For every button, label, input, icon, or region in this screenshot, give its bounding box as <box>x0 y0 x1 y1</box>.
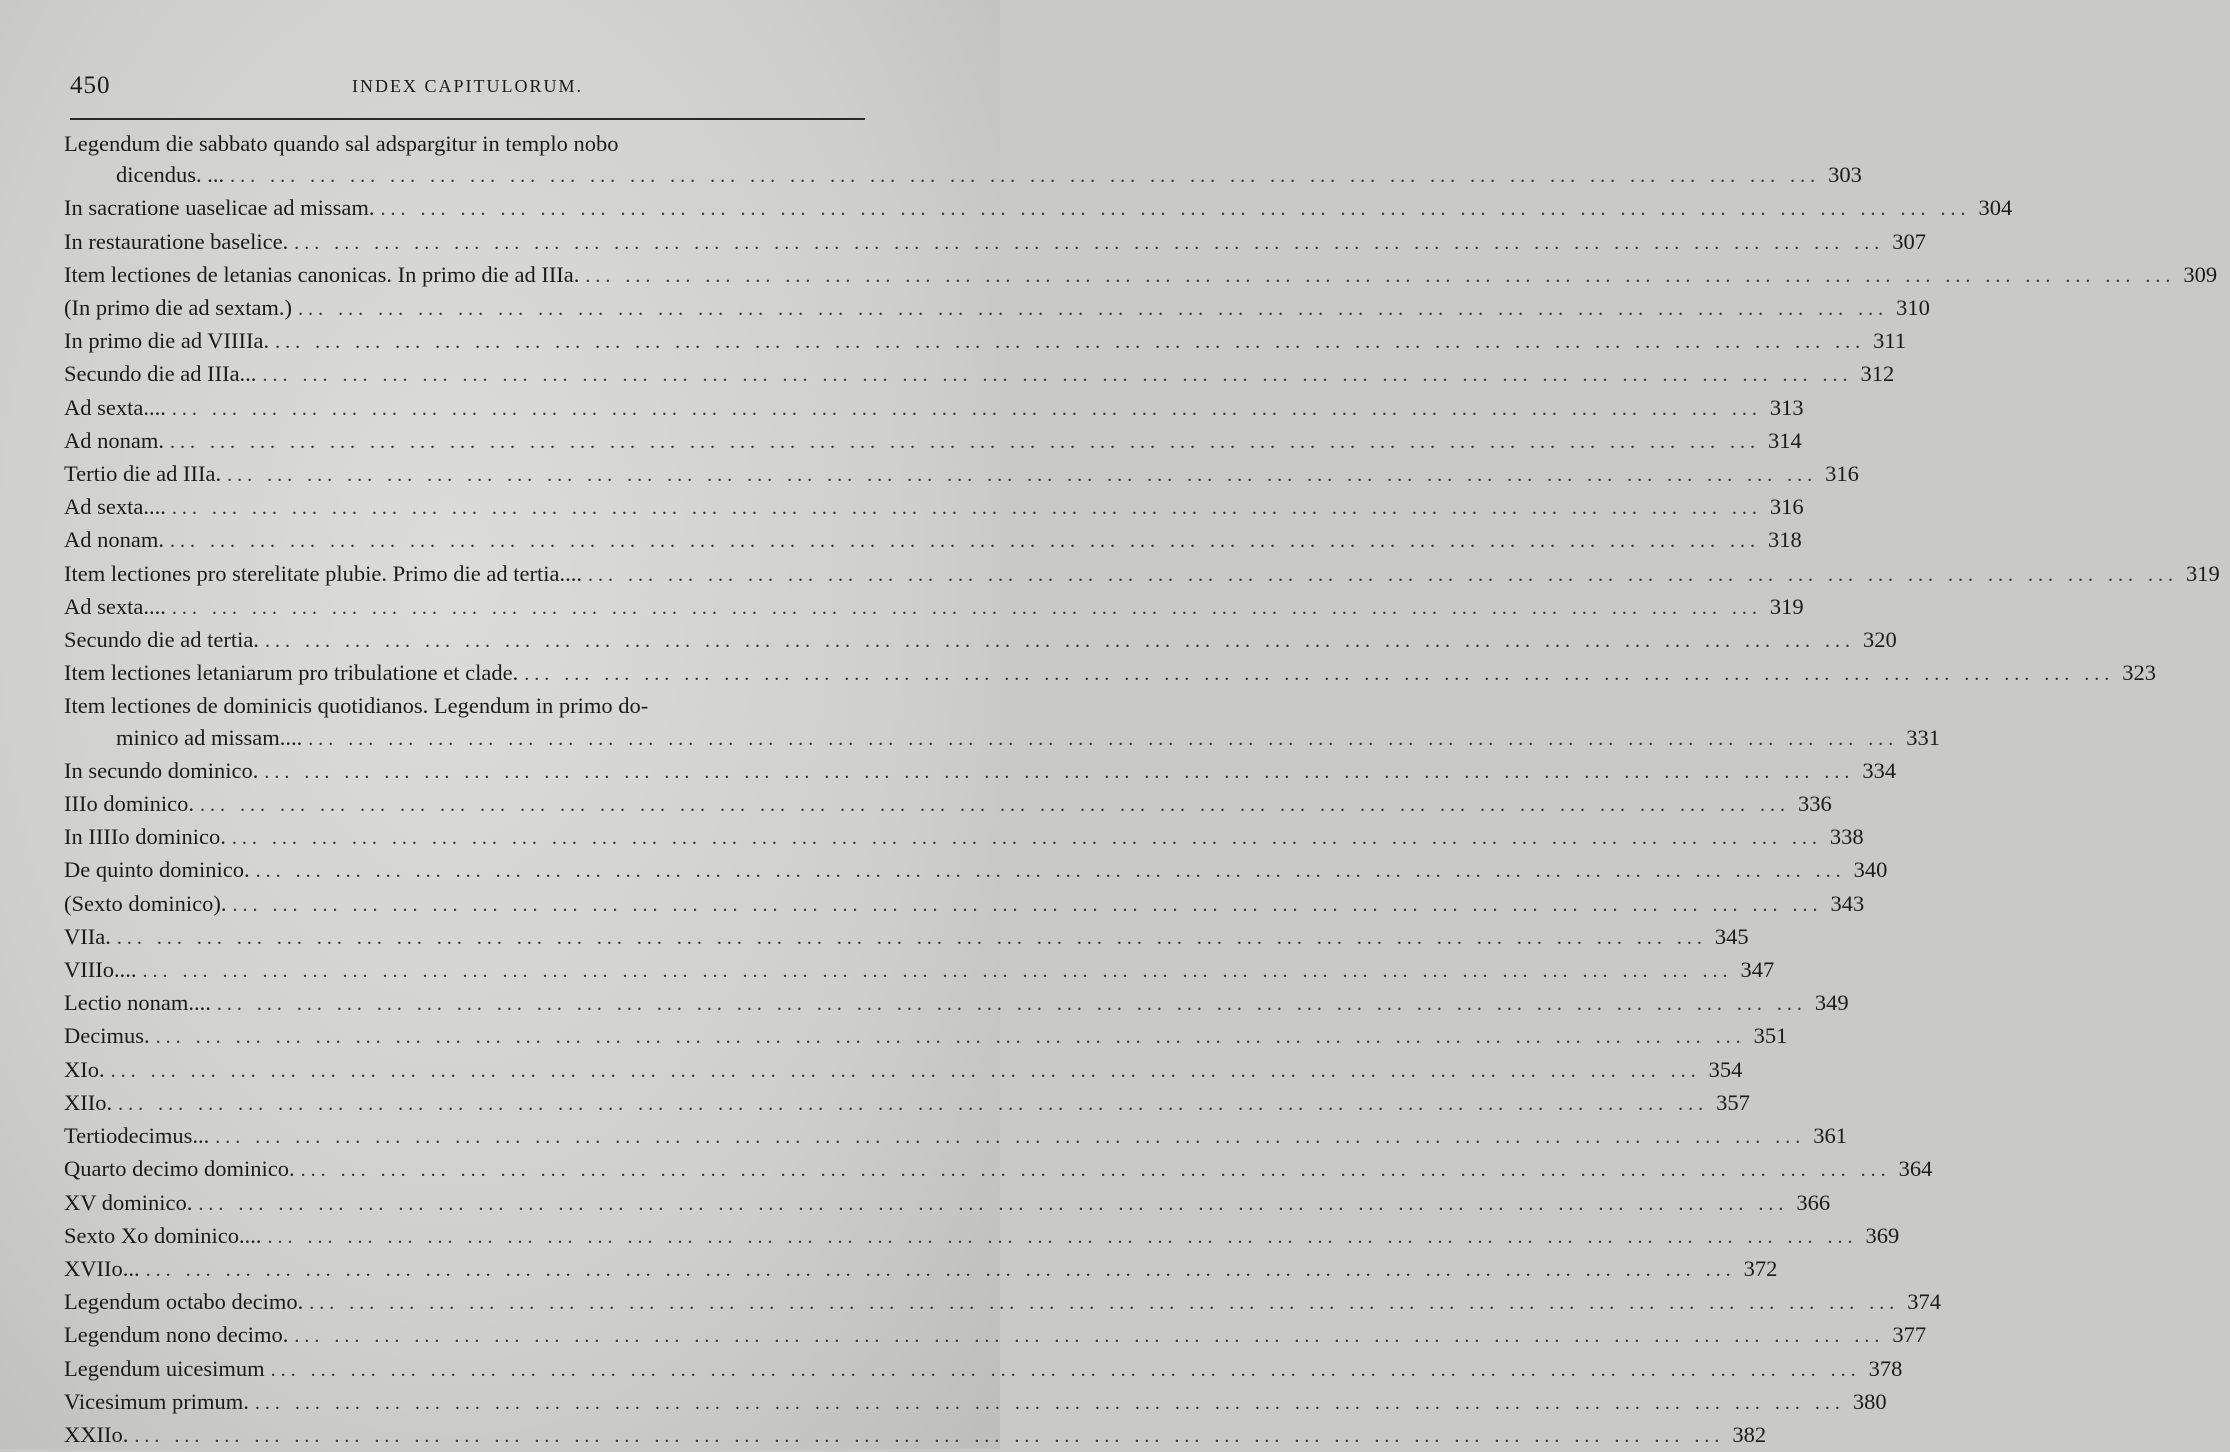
index-entry <box>64 624 1897 657</box>
page-reference: 377 <box>1892 1322 1927 1348</box>
index-entry <box>64 292 1930 325</box>
page-reference: 369 <box>1865 1222 1900 1248</box>
index-entry <box>64 1286 1942 1319</box>
page-reference: 374 <box>1907 1289 1942 1315</box>
page-reference: 307 <box>1892 228 1927 254</box>
page-reference: 320 <box>1862 627 1897 653</box>
entry-title: Ad sexta.... <box>64 494 166 520</box>
dot-leader: ... ... ... ... ... ... ... ... ... ... ... ... ... ... ... ... ... ... ... ... ... ... ... ... ... ... ... ... ... ... ... ... ... ... ... ... ... ... ... ... <box>232 893 1823 916</box>
entry-title: Tertiodecimus... <box>64 1123 210 1149</box>
index-entry <box>64 987 1849 1020</box>
index-entry <box>64 392 1804 425</box>
page-reference: 354 <box>1708 1056 1743 1082</box>
entry-title: Ad sexta.... <box>64 593 166 619</box>
entry-title: In secundo dominico. <box>64 757 259 783</box>
page-reference: 314 <box>1768 427 1802 453</box>
dot-leader: ... ... ... ... ... ... ... ... ... ... ... ... ... ... ... ... ... ... ... ... ... ... ... ... ... ... ... ... ... ... ... ... ... ... ... ... ... ... ... ... <box>134 1424 1725 1447</box>
index-entry <box>64 1087 1750 1120</box>
entry-title: Item lectiones letaniarum pro tribulatione et clade. <box>64 660 519 686</box>
dot-leader: ... ... ... ... ... ... ... ... ... ... ... ... ... ... ... ... ... ... ... ... ... ... ... ... ... ... ... ... ... ... ... ... ... ... ... ... ... ... ... ... <box>255 860 1846 883</box>
page-reference: 343 <box>1830 890 1865 916</box>
entry-title: XV dominico. <box>64 1189 193 1215</box>
page-header <box>70 72 865 112</box>
dot-leader: ... ... ... ... ... ... ... ... ... ... ... ... ... ... ... ... ... ... ... ... ... ... ... ... ... ... ... ... ... ... ... ... ... ... ... ... ... ... ... ... <box>170 530 1760 553</box>
page-reference: 338 <box>1829 824 1864 850</box>
page-number: 450 <box>70 72 111 99</box>
dot-leader: ... ... ... ... ... ... ... ... ... ... ... ... ... ... ... ... ... ... ... ... ... ... ... ... ... ... ... ... ... ... ... ... ... ... ... ... ... ... ... ... <box>199 794 1790 817</box>
entry-title: Secundo die ad tertia. <box>64 627 259 653</box>
entry-title: Tertio die ad IIIa. <box>64 461 222 487</box>
dot-leader: ... ... ... ... ... ... ... ... ... ... ... ... ... ... ... ... ... ... ... ... ... ... ... ... ... ... ... ... ... ... ... ... ... ... ... ... ... ... ... ... <box>170 430 1760 453</box>
dot-leader: ... ... ... ... ... ... ... ... ... ... ... ... ... ... ... ... ... ... ... ... ... ... ... ... ... ... ... ... ... ... ... ... ... ... ... ... ... ... ... ... <box>524 663 2115 686</box>
page-reference: 361 <box>1813 1123 1848 1149</box>
running-title: INDEX CAPITULORUM. <box>352 76 583 96</box>
dot-leader: ... ... ... ... ... ... ... ... ... ... ... ... ... ... ... ... ... ... ... ... ... ... ... ... ... ... ... ... ... ... ... ... ... ... ... ... ... ... ... ... <box>585 264 2176 287</box>
index-entry <box>64 1054 1743 1087</box>
entry-title: VIIa. <box>64 923 111 949</box>
index-entry <box>64 888 1865 921</box>
entry-title: In sacratione uaselicae ad missam. <box>64 195 375 221</box>
dot-leader: ... ... ... ... ... ... ... ... ... ... ... ... ... ... ... ... ... ... ... ... ... ... ... ... ... ... ... ... ... ... ... ... ... ... ... ... ... ... ... ... <box>216 993 1807 1016</box>
index-entry <box>64 524 1802 557</box>
entry-title: In primo die ad VIIIIa. <box>64 328 270 354</box>
index-entry <box>64 458 1859 491</box>
entry-title: Legendum die sabbato quando sal adspargitur in templo nobo <box>64 131 619 156</box>
entry-title: XXIIo. <box>64 1421 129 1447</box>
page-reference: 303 <box>1828 162 1862 188</box>
dot-leader: ... ... ... ... ... ... ... ... ... ... ... ... ... ... ... ... ... ... ... ... ... ... ... ... ... ... ... ... ... ... ... ... ... ... ... ... ... ... ... ... <box>300 1159 1891 1182</box>
dot-leader: ... ... ... ... ... ... ... ... ... ... ... ... ... ... ... ... ... ... ... ... ... ... ... ... ... ... ... ... ... ... ... ... ... ... ... ... ... ... ... ... <box>116 926 1707 949</box>
index-entry <box>64 325 1907 358</box>
index-entry <box>64 690 1940 754</box>
entry-title-continuation: dicendus. ... <box>116 162 225 188</box>
index-entry <box>64 1187 1831 1220</box>
entry-title: Lectio nonam.... <box>64 990 211 1016</box>
entry-title: XIo. <box>64 1056 105 1082</box>
index-entry <box>64 1120 1848 1153</box>
index-entry <box>64 954 1775 987</box>
index-entry <box>64 1419 1767 1452</box>
dot-leader: ... ... ... ... ... ... ... ... ... ... ... ... ... ... ... ... ... ... ... ... ... ... ... ... ... ... ... ... ... ... ... ... ... ... ... ... ... ... ... ... <box>264 760 1855 783</box>
index-entry <box>64 821 1864 854</box>
entry-title: Ad sexta.... <box>64 394 166 420</box>
index-entry <box>64 921 1749 954</box>
entry-title: In restauratione baselice. <box>64 228 289 254</box>
page-reference: 364 <box>1898 1156 1933 1182</box>
entry-title: (Sexto dominico). <box>64 890 227 916</box>
dot-leader: ... ... ... ... ... ... ... ... ... ... ... ... ... ... ... ... ... ... ... ... ... ... ... ... ... ... ... ... ... ... ... ... ... ... ... ... ... ... ... ... <box>142 960 1733 983</box>
dot-leader: ... ... ... ... ... ... ... ... ... ... ... ... ... ... ... ... ... ... ... ... ... ... ... ... ... ... ... ... ... ... ... ... ... ... ... ... ... ... ... ... <box>298 298 1889 321</box>
index-entry <box>64 128 1862 192</box>
entry-title: Legendum octabo decimo. <box>64 1289 304 1315</box>
dot-leader: ... ... ... ... ... ... ... ... ... ... ... ... ... ... ... ... ... ... ... ... ... ... ... ... ... ... ... ... ... ... ... ... ... ... ... ... ... ... ... ... <box>230 165 1821 188</box>
header-rule <box>70 118 865 120</box>
dot-leader: ... ... ... ... ... ... ... ... ... ... ... ... ... ... ... ... ... ... ... ... ... ... ... ... ... ... ... ... ... ... ... ... ... ... ... ... ... ... ... ... <box>198 1192 1789 1215</box>
page-reference: 336 <box>1797 791 1832 817</box>
index-entry <box>64 788 1832 821</box>
page-reference: 347 <box>1740 957 1775 983</box>
dot-leader: ... ... ... ... ... ... ... ... ... ... ... ... ... ... ... ... ... ... ... ... ... ... ... ... ... ... ... ... ... ... ... ... ... ... ... ... ... ... ... ... <box>171 397 1762 420</box>
index-entry <box>64 192 2013 225</box>
entry-title: Item lectiones de dominicis quotidianos. Legendum in primo do- <box>64 693 649 719</box>
page-reference: 340 <box>1853 857 1888 883</box>
entry-title: XVIIo... <box>64 1255 140 1281</box>
index-entry <box>64 854 1888 887</box>
index-entry <box>64 1020 1788 1053</box>
entry-title: (In primo die ad sextam.) <box>64 295 293 321</box>
page-reference: 316 <box>1769 494 1804 520</box>
page-reference: 304 <box>1978 195 2013 221</box>
page-reference: 310 <box>1896 295 1930 321</box>
entry-title-continuation: minico ad missam.... <box>116 724 303 750</box>
dot-leader: ... ... ... ... ... ... ... ... ... ... ... ... ... ... ... ... ... ... ... ... ... ... ... ... ... ... ... ... ... ... ... ... ... ... ... ... ... ... ... ... <box>275 331 1866 354</box>
index-entry <box>64 1353 1903 1386</box>
page-reference: 334 <box>1862 757 1897 783</box>
page-reference: 351 <box>1753 1023 1788 1049</box>
dot-leader: ... ... ... ... ... ... ... ... ... ... ... ... ... ... ... ... ... ... ... ... ... ... ... ... ... ... ... ... ... ... ... ... ... ... ... ... ... ... ... ... <box>267 1225 1858 1248</box>
entry-title: In IIIIo dominico. <box>64 824 226 850</box>
dot-leader: ... ... ... ... ... ... ... ... ... ... ... ... ... ... ... ... ... ... ... ... ... ... ... ... ... ... ... ... ... ... ... ... ... ... ... ... ... ... ... ... <box>380 198 1971 221</box>
page-reference: 378 <box>1868 1355 1903 1381</box>
index-entry <box>64 1319 1927 1352</box>
dot-leader: ... ... ... ... ... ... ... ... ... ... ... ... ... ... ... ... ... ... ... ... ... ... ... ... ... ... ... ... ... ... ... ... ... ... ... ... ... ... ... ... <box>294 231 1885 254</box>
dot-leader: ... ... ... ... ... ... ... ... ... ... ... ... ... ... ... ... ... ... ... ... ... ... ... ... ... ... ... ... ... ... ... ... ... ... ... ... ... ... ... ... <box>145 1258 1736 1281</box>
entry-title: Sexto Xo dominico.... <box>64 1222 262 1248</box>
page-reference: 366 <box>1796 1189 1831 1215</box>
entry-title: Ad nonam. <box>64 527 164 553</box>
dot-leader: ... ... ... ... ... ... ... ... ... ... ... ... ... ... ... ... ... ... ... ... ... ... ... ... ... ... ... ... ... ... ... ... ... ... ... ... ... ... ... ... <box>110 1059 1701 1082</box>
page-reference: 349 <box>1814 990 1849 1016</box>
index-entry <box>64 755 1897 788</box>
index-entry <box>64 425 1802 458</box>
page-reference: 316 <box>1825 461 1859 487</box>
index-entry <box>64 491 1804 524</box>
index-entries <box>64 128 2220 1452</box>
page-reference: 311 <box>1873 328 1907 354</box>
dot-leader: ... ... ... ... ... ... ... ... ... ... ... ... ... ... ... ... ... ... ... ... ... ... ... ... ... ... ... ... ... ... ... ... ... ... ... ... ... ... ... ... <box>587 563 2178 586</box>
entry-title: Legendum nono decimo. <box>64 1322 289 1348</box>
page-reference: 357 <box>1716 1089 1750 1115</box>
index-entry <box>64 1253 1778 1286</box>
entry-title: Legendum uicesimum <box>64 1355 265 1381</box>
dot-leader: ... ... ... ... ... ... ... ... ... ... ... ... ... ... ... ... ... ... ... ... ... ... ... ... ... ... ... ... ... ... ... ... ... ... ... ... ... ... ... ... <box>254 1391 1845 1414</box>
dot-leader: ... ... ... ... ... ... ... ... ... ... ... ... ... ... ... ... ... ... ... ... ... ... ... ... ... ... ... ... ... ... ... ... ... ... ... ... ... ... ... ... <box>270 1358 1861 1381</box>
index-entry <box>64 1220 1900 1253</box>
index-entry <box>64 558 2220 591</box>
dot-leader: ... ... ... ... ... ... ... ... ... ... ... ... ... ... ... ... ... ... ... ... ... ... ... ... ... ... ... ... ... ... ... ... ... ... ... ... ... ... ... ... <box>262 364 1853 387</box>
index-entry <box>64 657 2156 690</box>
index-entry <box>64 1386 1887 1419</box>
page-reference: 382 <box>1732 1421 1767 1447</box>
entry-title: Quarto decimo dominico. <box>64 1156 295 1182</box>
dot-leader: ... ... ... ... ... ... ... ... ... ... ... ... ... ... ... ... ... ... ... ... ... ... ... ... ... ... ... ... ... ... ... ... ... ... ... ... ... ... ... ... <box>309 1292 1900 1315</box>
dot-leader: ... ... ... ... ... ... ... ... ... ... ... ... ... ... ... ... ... ... ... ... ... ... ... ... ... ... ... ... ... ... ... ... ... ... ... ... ... ... ... ... <box>227 464 1818 487</box>
dot-leader: ... ... ... ... ... ... ... ... ... ... ... ... ... ... ... ... ... ... ... ... ... ... ... ... ... ... ... ... ... ... ... ... ... ... ... ... ... ... ... ... <box>171 497 1762 520</box>
entry-title: Decimus. <box>64 1023 150 1049</box>
page-reference: 380 <box>1852 1388 1887 1414</box>
entry-title: VIIIo.... <box>64 957 137 983</box>
index-entry <box>64 259 2218 292</box>
entry-title: De quinto dominico. <box>64 857 250 883</box>
entry-title: Vicesimum primum. <box>64 1388 249 1414</box>
dot-leader: ... ... ... ... ... ... ... ... ... ... ... ... ... ... ... ... ... ... ... ... ... ... ... ... ... ... ... ... ... ... ... ... ... ... ... ... ... ... ... ... <box>171 596 1762 619</box>
dot-leader: ... ... ... ... ... ... ... ... ... ... ... ... ... ... ... ... ... ... ... ... ... ... ... ... ... ... ... ... ... ... ... ... ... ... ... ... ... ... ... ... <box>118 1092 1709 1115</box>
dot-leader: ... ... ... ... ... ... ... ... ... ... ... ... ... ... ... ... ... ... ... ... ... ... ... ... ... ... ... ... ... ... ... ... ... ... ... ... ... ... ... ... <box>264 630 1855 653</box>
page-reference: 323 <box>2122 660 2156 686</box>
index-entry <box>64 1153 1933 1186</box>
dot-leader: ... ... ... ... ... ... ... ... ... ... ... ... ... ... ... ... ... ... ... ... ... ... ... ... ... ... ... ... ... ... ... ... ... ... ... ... ... ... ... ... <box>215 1126 1806 1149</box>
page-reference: 345 <box>1714 923 1749 949</box>
dot-leader: ... ... ... ... ... ... ... ... ... ... ... ... ... ... ... ... ... ... ... ... ... ... ... ... ... ... ... ... ... ... ... ... ... ... ... ... ... ... ... ... <box>294 1325 1885 1348</box>
dot-leader: ... ... ... ... ... ... ... ... ... ... ... ... ... ... ... ... ... ... ... ... ... ... ... ... ... ... ... ... ... ... ... ... ... ... ... ... ... ... ... ... <box>308 727 1899 750</box>
index-entry <box>64 358 1895 391</box>
page-reference: 319 <box>1769 593 1804 619</box>
index-entry <box>64 226 1927 259</box>
entry-title: Item lectiones de letanias canonicas. In primo die ad IIIa. <box>64 261 580 287</box>
entry-title: Ad nonam. <box>64 427 164 453</box>
entry-title: XIIo. <box>64 1089 113 1115</box>
page-reference: 313 <box>1769 394 1804 420</box>
dot-leader: ... ... ... ... ... ... ... ... ... ... ... ... ... ... ... ... ... ... ... ... ... ... ... ... ... ... ... ... ... ... ... ... ... ... ... ... ... ... ... ... <box>155 1026 1746 1049</box>
page-reference: 372 <box>1743 1255 1778 1281</box>
page-reference: 331 <box>1906 724 1940 750</box>
page-reference: 319 <box>2185 560 2220 586</box>
entry-title: Item lectiones pro sterelitate plubie. Primo die ad tertia.... <box>64 560 582 586</box>
dot-leader: ... ... ... ... ... ... ... ... ... ... ... ... ... ... ... ... ... ... ... ... ... ... ... ... ... ... ... ... ... ... ... ... ... ... ... ... ... ... ... ... <box>231 827 1822 850</box>
entry-title: IIIo dominico. <box>64 791 194 817</box>
index-entry <box>64 591 1804 624</box>
page-reference: 318 <box>1768 527 1802 553</box>
page-reference: 312 <box>1860 361 1895 387</box>
page-reference: 309 <box>2183 261 2218 287</box>
entry-title: Secundo die ad IIIa... <box>64 361 257 387</box>
